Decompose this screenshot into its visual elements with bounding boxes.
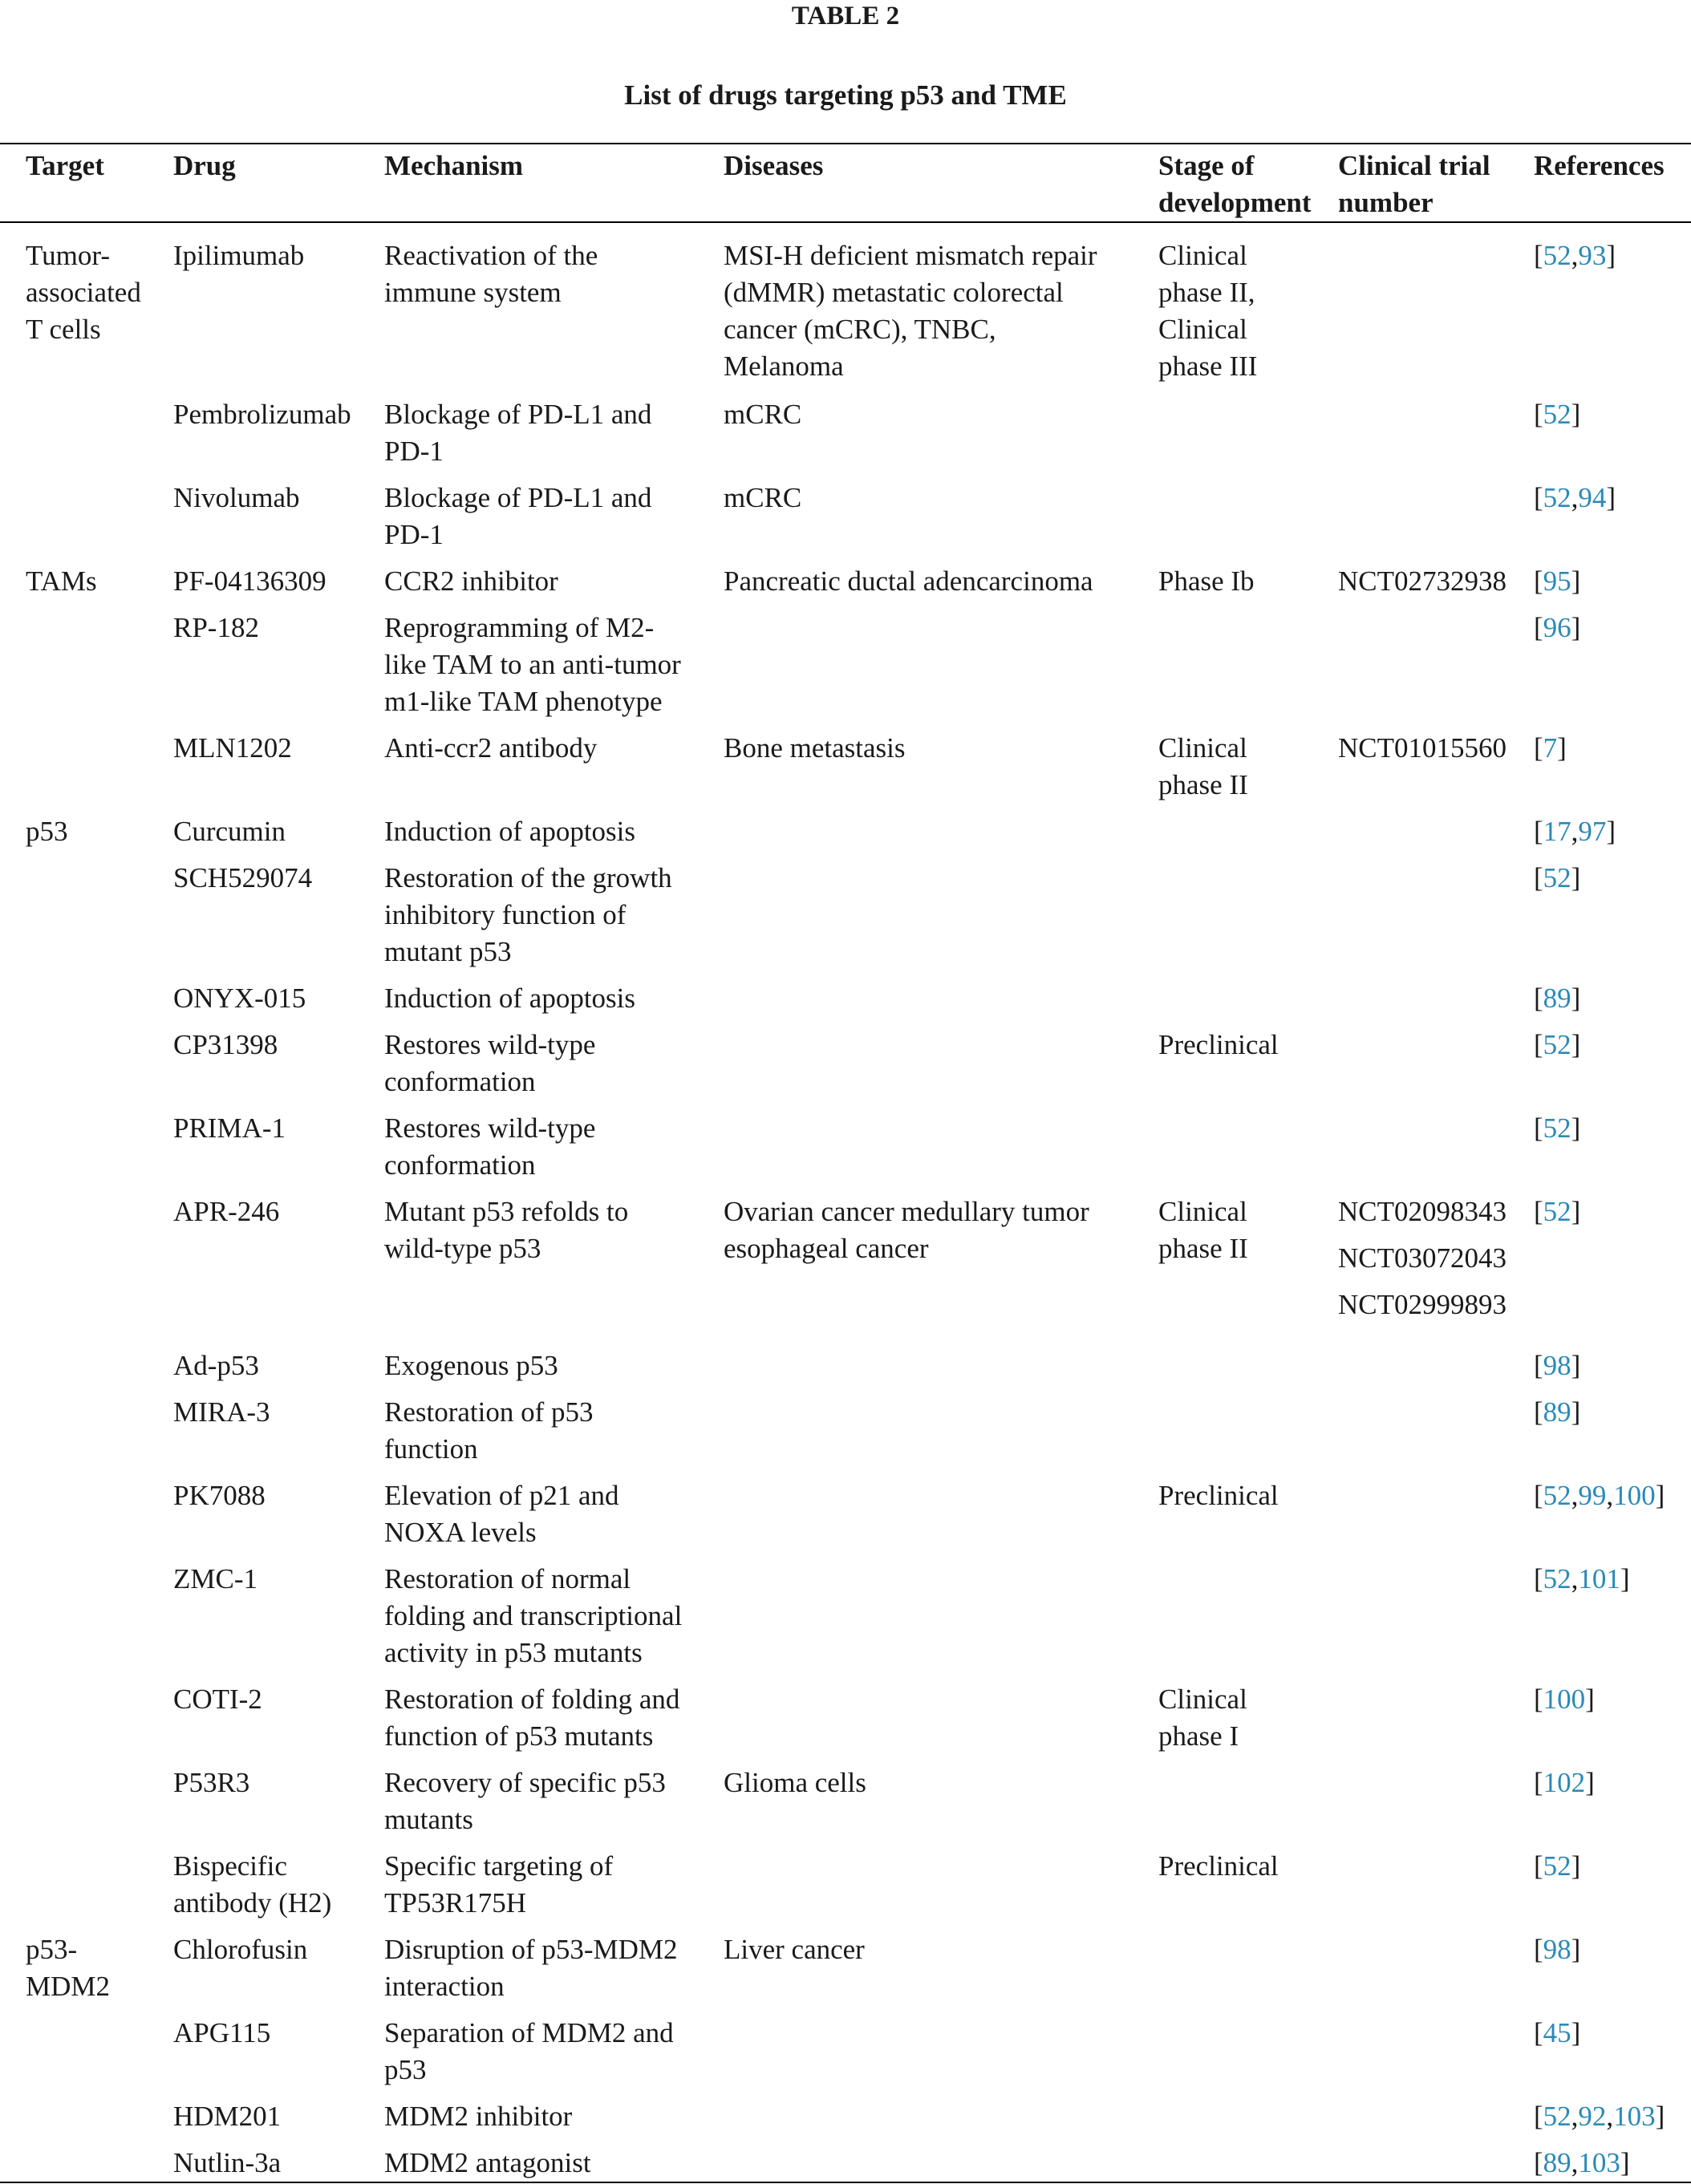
stage-cell: phase II [1158, 1233, 1248, 1264]
top-rule [0, 143, 1691, 144]
stage-cell: phase I [1158, 1720, 1239, 1752]
stage-cell: Clinical [1158, 314, 1247, 345]
mechanism-cell: conformation [384, 1149, 536, 1181]
header-mechanism: Mechanism [384, 150, 524, 181]
mechanism-cell: wild-type p53 [384, 1233, 541, 1264]
mechanism-cell: Reactivation of the [384, 240, 598, 271]
references-cell: [52] [1534, 1112, 1581, 1144]
reference-link[interactable]: 100 [1543, 1684, 1586, 1715]
bottom-rule [0, 2182, 1691, 2183]
stage-cell: Clinical [1158, 1684, 1247, 1715]
trial-number-cell: NCT02098343 [1338, 1196, 1506, 1227]
drug-cell: ONYX-015 [173, 983, 306, 1014]
trial-number-cell: NCT01015560 [1338, 732, 1506, 764]
reference-link[interactable]: 52 [1543, 1029, 1571, 1060]
mechanism-cell: Restores wild-type [384, 1029, 596, 1060]
mechanism-cell: Reprogramming of M2- [384, 612, 655, 643]
disease-cell: Ovarian cancer medullary tumor [724, 1196, 1089, 1227]
mechanism-cell: Restoration of p53 [384, 1396, 594, 1428]
header-rule [0, 221, 1691, 223]
drug-cell: antibody (H2) [173, 1887, 332, 1919]
references-cell: [102] [1534, 1767, 1595, 1798]
disease-cell: Liver cancer [724, 1934, 865, 1965]
references-cell: [98] [1534, 1350, 1581, 1381]
drug-cell: RP-182 [173, 612, 259, 643]
drug-cell: SCH529074 [173, 862, 313, 893]
reference-link[interactable]: 102 [1543, 1767, 1586, 1798]
drug-cell: Chlorofusin [173, 1934, 308, 1965]
table-title: List of drugs targeting p53 and TME [624, 79, 1067, 111]
drug-cell: Nutlin-3a [173, 2147, 282, 2178]
references-cell: [89,103] [1534, 2147, 1630, 2178]
drug-cell: ZMC-1 [173, 1563, 258, 1594]
reference-link[interactable]: 17 [1543, 816, 1571, 847]
disease-cell: esophageal cancer [724, 1233, 929, 1264]
mechanism-cell: conformation [384, 1066, 536, 1097]
reference-link[interactable]: 89 [1543, 2147, 1571, 2178]
mechanism-cell: CCR2 inhibitor [384, 565, 558, 597]
drug-cell: APG115 [173, 2017, 271, 2048]
mechanism-cell: Specific targeting of [384, 1850, 614, 1882]
header-diseases: Diseases [724, 150, 824, 181]
reference-link[interactable]: 103 [1613, 2101, 1656, 2132]
references-cell: [52] [1534, 399, 1581, 430]
reference-link[interactable]: 97 [1578, 816, 1607, 847]
drug-cell: Curcumin [173, 816, 286, 847]
references-cell: [7] [1534, 732, 1567, 764]
drug-cell: HDM201 [173, 2101, 282, 2132]
mechanism-cell: PD-1 [384, 436, 444, 467]
drug-cell: Nivolumab [173, 482, 300, 513]
mechanism-cell: Mutant p53 refolds to [384, 1196, 629, 1227]
mechanism-cell: MDM2 antagonist [384, 2147, 591, 2178]
header-trial: number [1338, 187, 1433, 218]
mechanism-cell: mutant p53 [384, 936, 512, 967]
target-cell: T cells [26, 314, 101, 345]
mechanism-cell: Restores wild-type [384, 1112, 596, 1144]
stage-cell: Phase Ib [1158, 565, 1255, 597]
references-cell: [89] [1534, 1396, 1581, 1428]
reference-link[interactable]: 52 [1543, 1850, 1571, 1882]
reference-link[interactable]: 101 [1578, 1563, 1620, 1594]
reference-link[interactable]: 52 [1543, 240, 1571, 271]
trial-number-cell: NCT02999893 [1338, 1289, 1506, 1320]
disease-cell: (dMMR) metastatic colorectal [724, 277, 1064, 308]
references-cell: [52,94] [1534, 482, 1616, 513]
reference-link[interactable]: 96 [1543, 612, 1571, 643]
mechanism-cell: activity in p53 mutants [384, 1637, 643, 1668]
header-references: References [1534, 150, 1665, 181]
target-cell: TAMs [26, 565, 97, 597]
mechanism-cell: Anti-ccr2 antibody [384, 732, 598, 764]
mechanism-cell: Disruption of p53-MDM2 [384, 1934, 678, 1965]
mechanism-cell: p53 [384, 2054, 427, 2085]
disease-cell: mCRC [724, 399, 802, 430]
references-cell: [52,101] [1534, 1563, 1630, 1594]
drug-cell: PK7088 [173, 1480, 266, 1511]
mechanism-cell: Blockage of PD-L1 and [384, 482, 652, 513]
disease-cell: mCRC [724, 482, 802, 513]
reference-link[interactable]: 99 [1578, 1480, 1607, 1511]
reference-link[interactable]: 93 [1578, 240, 1607, 271]
drug-cell: Pembrolizumab [173, 399, 351, 430]
target-cell: Tumor- [26, 240, 110, 271]
reference-link[interactable]: 94 [1578, 482, 1607, 513]
references-cell: [96] [1534, 612, 1581, 643]
drug-cell: CP31398 [173, 1029, 278, 1060]
reference-link[interactable]: 52 [1543, 2101, 1571, 2132]
mechanism-cell: Induction of apoptosis [384, 983, 636, 1014]
drug-cell: APR-246 [173, 1196, 280, 1227]
header-trial: Clinical trial [1338, 150, 1490, 181]
stage-cell: Clinical [1158, 240, 1247, 271]
reference-link[interactable]: 52 [1543, 399, 1571, 430]
mechanism-cell: Recovery of specific p53 [384, 1767, 666, 1798]
reference-link[interactable]: 7 [1543, 732, 1558, 764]
reference-link[interactable]: 45 [1543, 2017, 1571, 2048]
mechanism-cell: Exogenous p53 [384, 1350, 558, 1381]
reference-link[interactable]: 52 [1543, 862, 1571, 893]
stage-cell: phase II [1158, 769, 1248, 800]
mechanism-cell: MDM2 inhibitor [384, 2101, 573, 2132]
mechanism-cell: Restoration of folding and [384, 1684, 680, 1715]
mechanism-cell: Restoration of the growth [384, 862, 672, 893]
stage-cell: Clinical [1158, 1196, 1247, 1227]
references-cell: [45] [1534, 2017, 1581, 2048]
header-target: Target [26, 150, 104, 181]
target-cell: associated [26, 277, 141, 308]
drug-cell: Ipilimumab [173, 240, 305, 271]
mechanism-cell: Elevation of p21 and [384, 1480, 619, 1511]
mechanism-cell: PD-1 [384, 519, 444, 550]
mechanism-cell: mutants [384, 1804, 473, 1835]
drug-cell: PRIMA-1 [173, 1112, 286, 1144]
mechanism-cell: function [384, 1433, 478, 1465]
reference-link[interactable]: 89 [1543, 983, 1571, 1014]
references-cell: [17,97] [1534, 816, 1616, 847]
references-cell: [89] [1534, 983, 1581, 1014]
mechanism-cell: Induction of apoptosis [384, 816, 636, 847]
references-cell: [52,99,100] [1534, 1480, 1665, 1511]
reference-link[interactable]: 92 [1578, 2101, 1607, 2132]
disease-cell: MSI-H deficient mismatch repair [724, 240, 1097, 271]
references-cell: [100] [1534, 1684, 1595, 1715]
reference-link[interactable]: 95 [1543, 565, 1571, 597]
mechanism-cell: inhibitory function of [384, 899, 627, 930]
disease-cell: cancer (mCRC), TNBC, [724, 314, 996, 345]
references-cell: [52] [1534, 1196, 1581, 1227]
mechanism-cell: Restoration of normal [384, 1563, 631, 1594]
references-cell: [52] [1534, 1029, 1581, 1060]
stage-cell: phase II, [1158, 277, 1255, 308]
trial-number-cell: NCT03072043 [1338, 1242, 1506, 1274]
mechanism-cell: function of p53 mutants [384, 1720, 654, 1752]
disease-cell: Bone metastasis [724, 732, 906, 764]
drug-cell: MIRA-3 [173, 1396, 270, 1428]
references-cell: [52,93] [1534, 240, 1616, 271]
target-cell: MDM2 [26, 1971, 111, 2002]
disease-cell: Glioma cells [724, 1767, 866, 1798]
references-cell: [98] [1534, 1934, 1581, 1965]
mechanism-cell: Blockage of PD-L1 and [384, 399, 652, 430]
drug-cell: PF-04136309 [173, 565, 326, 597]
trial-number-cell: NCT02732938 [1338, 565, 1506, 597]
drug-cell: COTI-2 [173, 1684, 262, 1715]
references-cell: [52] [1534, 862, 1581, 893]
stage-cell: Preclinical [1158, 1029, 1279, 1060]
stage-cell: Preclinical [1158, 1480, 1279, 1511]
mechanism-cell: interaction [384, 1971, 505, 2002]
mechanism-cell: immune system [384, 277, 562, 308]
mechanism-cell: NOXA levels [384, 1517, 537, 1548]
stage-cell: Preclinical [1158, 1850, 1279, 1882]
mechanism-cell: folding and transcriptional [384, 1600, 683, 1631]
reference-link[interactable]: 52 [1543, 1112, 1571, 1144]
target-cell: p53- [26, 1934, 78, 1965]
references-cell: [95] [1534, 565, 1581, 597]
table-label: TABLE 2 [791, 2, 900, 30]
reference-link[interactable]: 98 [1543, 1350, 1571, 1381]
references-cell: [52] [1534, 1850, 1581, 1882]
drug-cell: P53R3 [173, 1767, 250, 1798]
mechanism-cell: TP53R175H [384, 1887, 526, 1919]
reference-link[interactable]: 52 [1543, 1480, 1571, 1511]
reference-link[interactable]: 98 [1543, 1934, 1571, 1965]
drug-cell: Bispecific [173, 1850, 287, 1882]
mechanism-cell: like TAM to an anti-tumor [384, 649, 681, 680]
drug-cell: Ad-p53 [173, 1350, 259, 1381]
target-cell: p53 [26, 816, 68, 847]
reference-link[interactable]: 52 [1543, 1196, 1571, 1227]
disease-cell: Pancreatic ductal adencarcinoma [724, 565, 1093, 597]
reference-link[interactable]: 89 [1543, 1396, 1571, 1428]
stage-cell: phase III [1158, 350, 1258, 382]
reference-link[interactable]: 100 [1613, 1480, 1656, 1511]
drug-cell: MLN1202 [173, 732, 292, 764]
reference-link[interactable]: 103 [1578, 2147, 1620, 2178]
reference-link[interactable]: 52 [1543, 1563, 1571, 1594]
references-cell: [52,92,103] [1534, 2101, 1665, 2132]
disease-cell: Melanoma [724, 350, 844, 382]
header-drug: Drug [173, 150, 236, 181]
mechanism-cell: Separation of MDM2 and [384, 2017, 674, 2048]
stage-cell: Clinical [1158, 732, 1247, 764]
reference-link[interactable]: 52 [1543, 482, 1571, 513]
header-stage: development [1158, 187, 1312, 218]
mechanism-cell: m1-like TAM phenotype [384, 686, 663, 717]
header-stage: Stage of [1158, 150, 1255, 181]
